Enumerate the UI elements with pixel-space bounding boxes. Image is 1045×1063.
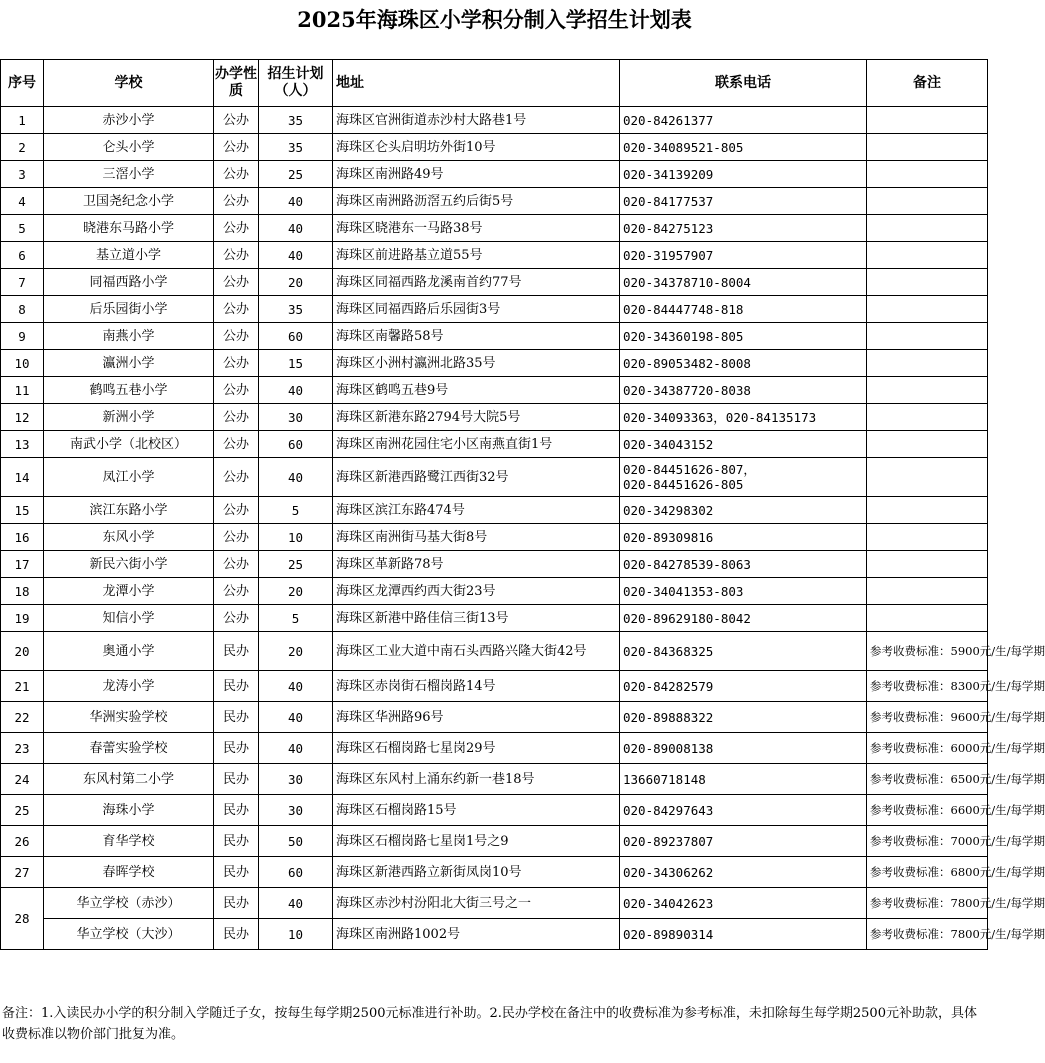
row-nature: 民办: [214, 888, 259, 919]
row-phone: 020-34298302: [620, 497, 867, 524]
row-index: 24: [1, 764, 44, 795]
row-phone: 020-89053482-8008: [620, 350, 867, 377]
table-row: [1, 323, 988, 350]
header-index: 序号: [1, 60, 44, 107]
row-remark: [867, 242, 988, 269]
row-phone: 020-34306262: [620, 857, 867, 888]
row-index: 21: [1, 671, 44, 702]
row-plan: 60: [259, 323, 333, 350]
row-address: 海珠区赤沙村汾阳北大街三号之一: [333, 888, 620, 919]
row-address: 海珠区新港西路立新街凤岗10号: [333, 857, 620, 888]
row-school: 奥通小学: [44, 632, 214, 671]
row-plan: 30: [259, 404, 333, 431]
row-plan: 60: [259, 431, 333, 458]
row-plan: 50: [259, 826, 333, 857]
row-plan: 25: [259, 161, 333, 188]
row-plan: 20: [259, 269, 333, 296]
row-plan: 25: [259, 551, 333, 578]
row-index: 12: [1, 404, 44, 431]
table-row: [1, 188, 988, 215]
row-phone: 020-31957907: [620, 242, 867, 269]
row-nature: 民办: [214, 795, 259, 826]
row-address: 海珠区工业大道中南石头西路兴隆大街42号: [333, 632, 620, 671]
row-school: 瀛洲小学: [44, 350, 214, 377]
row-school: 同福西路小学: [44, 269, 214, 296]
row-plan: 40: [259, 671, 333, 702]
row-school: 基立道小学: [44, 242, 214, 269]
row-school: 海珠小学: [44, 795, 214, 826]
table-row: [1, 919, 988, 950]
row-address: 海珠区官洲街道赤沙村大路巷1号: [333, 107, 620, 134]
row-nature: 公办: [214, 605, 259, 632]
row-address: 海珠区南洲路49号: [333, 161, 620, 188]
table-row: [1, 888, 988, 919]
row-nature: 公办: [214, 524, 259, 551]
row-remark: [867, 215, 988, 242]
row-nature: 公办: [214, 269, 259, 296]
row-phone: [620, 458, 867, 497]
row-plan: 40: [259, 733, 333, 764]
footnote: 备注：1.入读民办小学的积分制入学随迁子女，按每生每学期2500元标准进行补助。2.民办学校在备注中的收费标准为参考标准，未扣除每生每学期2500元补助款，具体收费标准以物价部门批复为准。: [2, 1006, 977, 1042]
row-index: 25: [1, 795, 44, 826]
row-remark: [867, 458, 988, 497]
row-index: 20: [1, 632, 44, 671]
row-remark: [867, 296, 988, 323]
row-remark: [867, 323, 988, 350]
row-nature: 公办: [214, 323, 259, 350]
row-remark: [867, 134, 988, 161]
header-phone: 联系电话: [620, 60, 867, 107]
row-phone: 020-84282579: [620, 671, 867, 702]
row-plan: 15: [259, 350, 333, 377]
row-plan: 30: [259, 795, 333, 826]
row-remark: 参考收费标准：9600元/生/每学期: [867, 702, 988, 733]
row-address: 海珠区同福西路后乐园街3号: [333, 296, 620, 323]
row-nature: 公办: [214, 161, 259, 188]
row-school: 新洲小学: [44, 404, 214, 431]
row-remark: 参考收费标准：6800元/生/每学期: [867, 857, 988, 888]
row-nature: 民办: [214, 857, 259, 888]
header-plan: 招生计划（人）: [259, 60, 333, 107]
row-school: 后乐园街小学: [44, 296, 214, 323]
row-phone: 020-84447748-818: [620, 296, 867, 323]
row-plan: 5: [259, 497, 333, 524]
row-school: 东风村第二小学: [44, 764, 214, 795]
row-school: 卫国尧纪念小学: [44, 188, 214, 215]
row-plan: 40: [259, 888, 333, 919]
row-phone: 020-34360198-805: [620, 323, 867, 350]
row-index: 27: [1, 857, 44, 888]
header-address: 地址: [333, 60, 620, 107]
row-plan: 40: [259, 702, 333, 733]
row-index: 7: [1, 269, 44, 296]
row-phone: 020-89890314: [620, 919, 867, 950]
row-nature: 公办: [214, 296, 259, 323]
table-row: [1, 826, 988, 857]
row-school: 新民六街小学: [44, 551, 214, 578]
table-row: [1, 215, 988, 242]
row-address: 海珠区新港中路佳信三街13号: [333, 605, 620, 632]
row-phone: 020-34093363，020-84135173: [620, 404, 867, 431]
row-nature: 公办: [214, 578, 259, 605]
row-index: 17: [1, 551, 44, 578]
table-row: [1, 269, 988, 296]
table-row: [1, 431, 988, 458]
row-remark: [867, 404, 988, 431]
row-school: 滨江东路小学: [44, 497, 214, 524]
row-remark: 参考收费标准：8300元/生/每学期: [867, 671, 988, 702]
row-address: 海珠区南洲路沥滘五约后街5号: [333, 188, 620, 215]
row-index: 23: [1, 733, 44, 764]
table-row: [1, 242, 988, 269]
row-plan: 5: [259, 605, 333, 632]
row-nature: 公办: [214, 458, 259, 497]
table-row: [1, 404, 988, 431]
row-phone: 020-84275123: [620, 215, 867, 242]
row-nature: 民办: [214, 702, 259, 733]
row-remark: [867, 551, 988, 578]
page-title: 2025年海珠区小学积分制入学招生计划表: [297, 7, 692, 32]
row-address: 海珠区前进路基立道55号: [333, 242, 620, 269]
row-school: 龙涛小学: [44, 671, 214, 702]
table-row: [1, 497, 988, 524]
row-phone: 020-84368325: [620, 632, 867, 671]
row-address: 海珠区南洲街马基大街8号: [333, 524, 620, 551]
row-plan: 40: [259, 188, 333, 215]
row-plan: 10: [259, 524, 333, 551]
row-nature: 民办: [214, 826, 259, 857]
header-nature: 办学性质: [214, 60, 259, 107]
row-remark: 参考收费标准：6000元/生/每学期: [867, 733, 988, 764]
row-address: 海珠区石榴岗路15号: [333, 795, 620, 826]
row-address: 海珠区同福西路龙溪南首约77号: [333, 269, 620, 296]
table-row: [1, 857, 988, 888]
row-phone: 020-84278539-8063: [620, 551, 867, 578]
row-school: 春蕾实验学校: [44, 733, 214, 764]
row-index: 6: [1, 242, 44, 269]
table-row: [1, 578, 988, 605]
row-school: 知信小学: [44, 605, 214, 632]
row-school: 华立学校（大沙）: [44, 919, 214, 950]
row-remark: [867, 377, 988, 404]
row-school: 育华学校: [44, 826, 214, 857]
row-plan: 60: [259, 857, 333, 888]
row-index: 14: [1, 458, 44, 497]
row-remark: 参考收费标准：7800元/生/每学期: [867, 919, 988, 950]
row-remark: [867, 269, 988, 296]
row-phone: 13660718148: [620, 764, 867, 795]
row-remark: 参考收费标准：5900元/生/每学期: [867, 632, 988, 671]
row-phone: 020-89008138: [620, 733, 867, 764]
table-row: [1, 795, 988, 826]
enrollment-plan-table: [0, 59, 1045, 950]
row-plan: 20: [259, 578, 333, 605]
row-nature: 民办: [214, 919, 259, 950]
row-index: 28: [1, 888, 44, 950]
row-address: 海珠区龙潭西约西大街23号: [333, 578, 620, 605]
row-address: 海珠区新港东路2794号大院5号: [333, 404, 620, 431]
row-nature: 民办: [214, 733, 259, 764]
row-nature: 公办: [214, 431, 259, 458]
row-plan: 35: [259, 134, 333, 161]
table-row: [1, 632, 988, 671]
row-address: 海珠区东风村上涌东约新一巷18号: [333, 764, 620, 795]
row-school: 晓港东马路小学: [44, 215, 214, 242]
row-nature: 民办: [214, 632, 259, 671]
table-row: [1, 377, 988, 404]
row-address: 海珠区石榴岗路七星岗29号: [333, 733, 620, 764]
row-remark: [867, 605, 988, 632]
row-index: 4: [1, 188, 44, 215]
row-nature: 公办: [214, 350, 259, 377]
row-index: 19: [1, 605, 44, 632]
row-remark: 参考收费标准：6600元/生/每学期: [867, 795, 988, 826]
table-row: [1, 764, 988, 795]
row-index: 1: [1, 107, 44, 134]
row-phone: 020-84177537: [620, 188, 867, 215]
row-remark: [867, 161, 988, 188]
row-school: 仑头小学: [44, 134, 214, 161]
row-phone-line1: 020-84451626-807，: [623, 462, 756, 477]
row-remark: [867, 350, 988, 377]
row-index: 16: [1, 524, 44, 551]
row-plan: 20: [259, 632, 333, 671]
row-school: 赤沙小学: [44, 107, 214, 134]
table-row: [1, 161, 988, 188]
table-header-row: [1, 60, 988, 107]
row-nature: 民办: [214, 671, 259, 702]
row-phone: 020-89237807: [620, 826, 867, 857]
row-index: 11: [1, 377, 44, 404]
table-row: [1, 702, 988, 733]
row-remark: [867, 431, 988, 458]
row-nature: 公办: [214, 134, 259, 161]
table-row: [1, 671, 988, 702]
row-nature: 公办: [214, 497, 259, 524]
row-index: 26: [1, 826, 44, 857]
row-school: 龙潭小学: [44, 578, 214, 605]
row-index: 10: [1, 350, 44, 377]
row-address: 海珠区小洲村瀛洲北路35号: [333, 350, 620, 377]
row-school: 华洲实验学校: [44, 702, 214, 733]
row-nature: 公办: [214, 404, 259, 431]
header-remark: 备注: [867, 60, 988, 107]
row-address: 海珠区革新路78号: [333, 551, 620, 578]
row-nature: 公办: [214, 377, 259, 404]
row-school: 三滘小学: [44, 161, 214, 188]
row-phone: 020-89629180-8042: [620, 605, 867, 632]
row-phone: 020-34042623: [620, 888, 867, 919]
row-plan: 40: [259, 242, 333, 269]
row-plan: 40: [259, 458, 333, 497]
row-address: 海珠区赤岗街石榴岗路14号: [333, 671, 620, 702]
row-index: 5: [1, 215, 44, 242]
row-remark: [867, 578, 988, 605]
table-row: [1, 458, 988, 497]
row-remark: [867, 107, 988, 134]
row-index: 2: [1, 134, 44, 161]
table-row: [1, 524, 988, 551]
row-remark: 参考收费标准：7800元/生/每学期: [867, 888, 988, 919]
row-index: 8: [1, 296, 44, 323]
row-address: 海珠区南洲花园住宅小区南燕直街1号: [333, 431, 620, 458]
row-plan: 35: [259, 296, 333, 323]
table-row: [1, 733, 988, 764]
row-nature: 公办: [214, 242, 259, 269]
row-school: 华立学校（赤沙）: [44, 888, 214, 919]
row-address: 海珠区南馨路58号: [333, 323, 620, 350]
row-remark: [867, 497, 988, 524]
row-phone-line2: 020-84451626-805: [623, 477, 744, 492]
row-phone: 020-34378710-8004: [620, 269, 867, 296]
row-phone: 020-34387720-8038: [620, 377, 867, 404]
row-address: 海珠区新港西路鹭江西街32号: [333, 458, 620, 497]
row-school: 南燕小学: [44, 323, 214, 350]
table-row: [1, 605, 988, 632]
row-remark: 参考收费标准：6500元/生/每学期: [867, 764, 988, 795]
table-row: [1, 134, 988, 161]
row-index: 3: [1, 161, 44, 188]
table-row: [1, 350, 988, 377]
row-index: 13: [1, 431, 44, 458]
row-phone: 020-34043152: [620, 431, 867, 458]
row-remark: [867, 188, 988, 215]
row-phone: 020-84261377: [620, 107, 867, 134]
table-row: [1, 551, 988, 578]
table-row: [1, 107, 988, 134]
row-address: 海珠区滨江东路474号: [333, 497, 620, 524]
row-index: 9: [1, 323, 44, 350]
row-school: 鹤鸣五巷小学: [44, 377, 214, 404]
row-index: 22: [1, 702, 44, 733]
row-plan: 30: [259, 764, 333, 795]
row-plan: 40: [259, 215, 333, 242]
header-school: 学校: [44, 60, 214, 107]
row-nature: 公办: [214, 107, 259, 134]
row-phone: 020-34089521-805: [620, 134, 867, 161]
row-nature: 公办: [214, 215, 259, 242]
row-remark: 参考收费标准：7000元/生/每学期: [867, 826, 988, 857]
row-phone: 020-34139209: [620, 161, 867, 188]
row-school: 东风小学: [44, 524, 214, 551]
row-address: 海珠区仑头启明坊外街10号: [333, 134, 620, 161]
row-school: 南武小学（北校区）: [44, 431, 214, 458]
row-index: 15: [1, 497, 44, 524]
row-address: 海珠区鹤鸣五巷9号: [333, 377, 620, 404]
row-phone: 020-89888322: [620, 702, 867, 733]
row-nature: 民办: [214, 764, 259, 795]
row-nature: 公办: [214, 551, 259, 578]
row-school: 凤江小学: [44, 458, 214, 497]
row-address: 海珠区石榴岗路七星岗1号之9: [333, 826, 620, 857]
row-plan: 35: [259, 107, 333, 134]
row-address: 海珠区晓港东一马路38号: [333, 215, 620, 242]
row-plan: 10: [259, 919, 333, 950]
row-phone: 020-34041353-803: [620, 578, 867, 605]
row-phone: 020-84297643: [620, 795, 867, 826]
row-school: 春晖学校: [44, 857, 214, 888]
row-nature: 公办: [214, 188, 259, 215]
row-remark: [867, 524, 988, 551]
row-address: 海珠区华洲路96号: [333, 702, 620, 733]
row-phone: 020-89309816: [620, 524, 867, 551]
row-address: 海珠区南洲路1002号: [333, 919, 620, 950]
table-row: [1, 296, 988, 323]
row-index: 18: [1, 578, 44, 605]
row-plan: 40: [259, 377, 333, 404]
